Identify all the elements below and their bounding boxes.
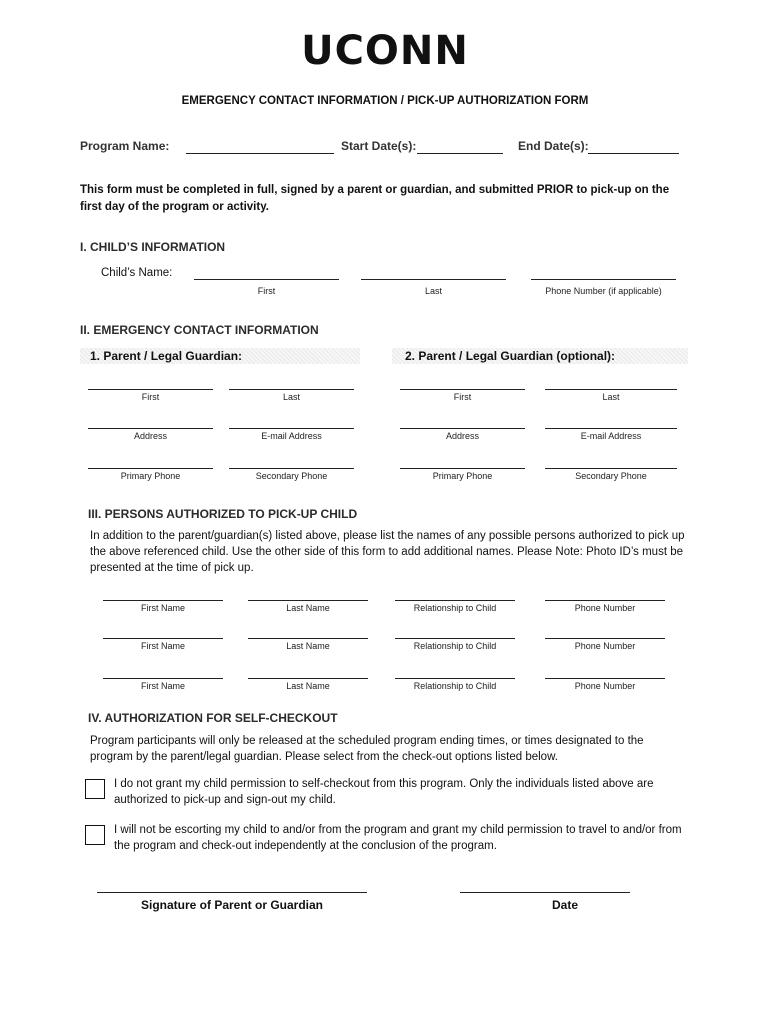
g1-first-caption: First (141, 392, 160, 402)
guardian2-heading: 2. Parent / Legal Guardian (optional): (405, 349, 616, 363)
g2-address-caption: Address (445, 431, 480, 441)
g2-email-caption: E-mail Address (580, 431, 642, 441)
option-self-checkout-checkbox[interactable] (85, 825, 105, 845)
authorized-2-phone-caption: Phone Number (574, 641, 636, 651)
authorized-1-last-name-field[interactable] (248, 586, 368, 601)
date-label: Date (551, 898, 578, 912)
g1-secondary-phone-caption: Secondary Phone (255, 471, 328, 481)
child-first-caption: First (257, 286, 276, 296)
g2-primary-phone-caption: Primary Phone (432, 471, 493, 481)
g1-last-field[interactable] (229, 375, 354, 390)
authorized-1-phone-field[interactable] (545, 586, 665, 601)
form-title: EMERGENCY CONTACT INFORMATION / PICK-UP AUTHORIZATION FORM (181, 95, 589, 107)
g1-secondary-phone-field[interactable] (229, 454, 354, 469)
authorized-1-first-name-caption: First Name (140, 603, 185, 613)
authorized-1-last-name-caption: Last Name (286, 603, 330, 613)
g2-secondary-phone-caption: Secondary Phone (575, 471, 647, 481)
authorized-2-relationship-caption: Relationship to Child (413, 641, 497, 651)
g2-primary-phone-field[interactable] (400, 454, 525, 469)
childs-name-label: Child’s Name: (101, 267, 173, 279)
g1-address-caption: Address (133, 431, 168, 441)
child-last-name-field[interactable] (361, 265, 506, 280)
program-name-label: Program Name: (80, 139, 170, 153)
g1-primary-phone-caption: Primary Phone (120, 471, 181, 481)
start-dates-field[interactable] (417, 139, 503, 154)
g2-email-field[interactable] (545, 414, 677, 429)
g1-email-field[interactable] (229, 414, 354, 429)
g2-first-caption: First (453, 392, 472, 402)
authorized-3-phone-caption: Phone Number (574, 681, 636, 691)
signature-field[interactable] (97, 878, 367, 893)
signature-label: Signature of Parent or Guardian (140, 898, 324, 912)
authorized-2-first-name-caption: First Name (140, 641, 185, 651)
option-no-self-checkout-text: I do not grant my child permission to self-checkout from this program. Only the individuals listed above are authorized to pick-up and sign-out my child. (114, 778, 654, 806)
g1-address-field[interactable] (88, 414, 213, 429)
authorized-3-relationship-field[interactable] (395, 664, 515, 679)
program-name-field[interactable] (186, 139, 334, 154)
g1-primary-phone-field[interactable] (88, 454, 213, 469)
g1-last-caption: Last (282, 392, 300, 402)
child-phone-field[interactable] (531, 265, 676, 280)
g2-last-field[interactable] (545, 375, 677, 390)
authorized-2-relationship-field[interactable] (395, 624, 515, 639)
section-self-checkout: IV. AUTHORIZATION FOR SELF-CHECKOUT (88, 711, 338, 725)
authorized-2-first-name-field[interactable] (103, 624, 223, 639)
date-field[interactable] (460, 878, 630, 893)
g2-secondary-phone-field[interactable] (545, 454, 677, 469)
authorized-1-relationship-caption: Relationship to Child (413, 603, 497, 613)
g1-email-caption: E-mail Address (261, 431, 322, 441)
section-emergency-contact: II. EMERGENCY CONTACT INFORMATION (80, 323, 319, 337)
child-last-caption: Last (424, 286, 442, 296)
start-dates-label: Start Date(s): (341, 139, 417, 153)
option-no-self-checkout-checkbox[interactable] (85, 779, 105, 799)
authorized-3-last-name-field[interactable] (248, 664, 368, 679)
end-dates-label: End Date(s): (518, 139, 589, 153)
intro-text: This form must be completed in full, signed by a parent or guardian, and submitted PRIOR to pick-up on the first day of the program or activity. (80, 184, 670, 213)
section-persons-authorized: III. PERSONS AUTHORIZED TO PICK-UP CHILD (88, 507, 358, 521)
authorized-2-phone-field[interactable] (545, 624, 665, 639)
authorized-3-first-name-field[interactable] (103, 664, 223, 679)
authorized-1-first-name-field[interactable] (103, 586, 223, 601)
child-phone-caption: Phone Number (if applicable) (545, 286, 662, 296)
end-dates-field[interactable] (588, 139, 679, 154)
authorized-instructions: In addition to the parent/guardian(s) listed above, please list the names of any possible persons authorized to pick up the above referenced child. Use the other side of this form to add additional names. Please Note: Photo ID’s must be presented at the time of pick up. (90, 530, 685, 574)
g1-first-field[interactable] (88, 375, 213, 390)
authorized-1-phone-caption: Phone Number (574, 603, 636, 613)
self-checkout-instructions: Program participants will only be released at the scheduled program ending times, or times designated to the program by the parent/legal guardian. Please select from the check-out options listed below. (90, 735, 644, 763)
g2-first-field[interactable] (400, 375, 525, 390)
authorized-2-last-name-caption: Last Name (286, 641, 330, 651)
authorized-3-last-name-caption: Last Name (286, 681, 330, 691)
section-childs-information: I. CHILD’S INFORMATION (80, 240, 226, 254)
g2-address-field[interactable] (400, 414, 525, 429)
g2-last-caption: Last (602, 392, 620, 402)
guardian1-heading: 1. Parent / Legal Guardian: (90, 349, 243, 363)
authorized-1-relationship-field[interactable] (395, 586, 515, 601)
authorized-2-last-name-field[interactable] (248, 624, 368, 639)
authorized-3-relationship-caption: Relationship to Child (413, 681, 497, 691)
uconn-logo: UCONN (301, 28, 469, 74)
authorized-3-phone-field[interactable] (545, 664, 665, 679)
child-first-name-field[interactable] (194, 265, 339, 280)
option-self-checkout-text: I will not be escorting my child to and/or from the program and grant my child permission to travel to and/or from the program and check-out independently at the conclusion of the program. (114, 824, 682, 852)
authorized-3-first-name-caption: First Name (140, 681, 185, 691)
